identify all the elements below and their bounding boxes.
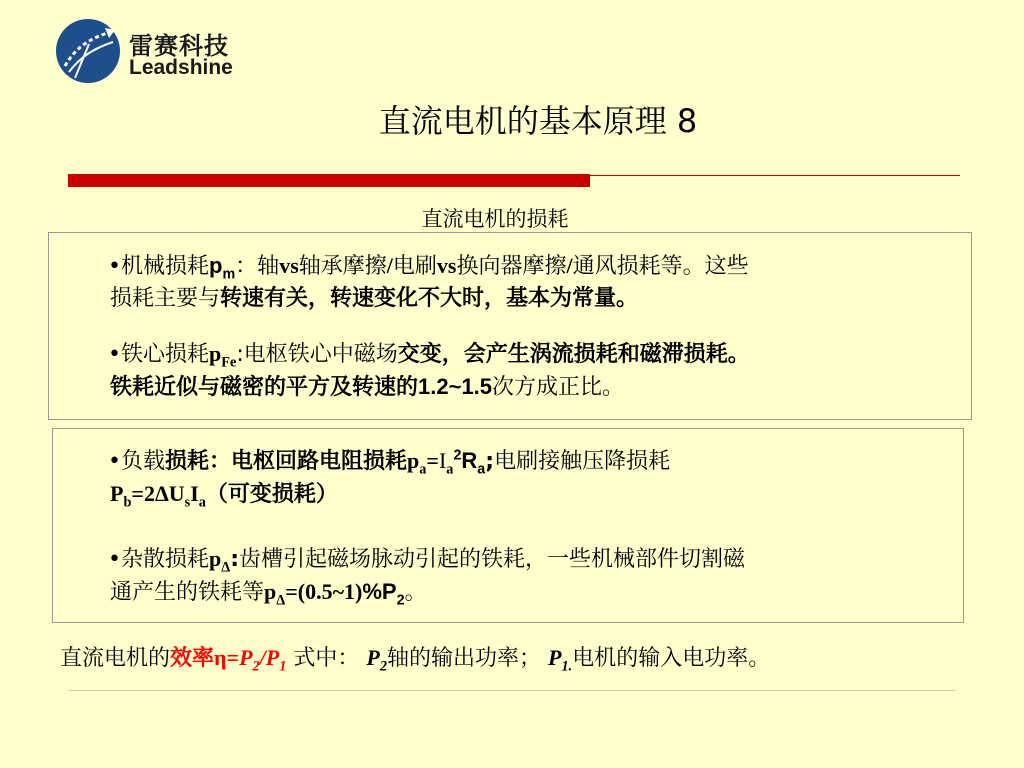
slide-title: 直流电机的基本原理 8 [378,102,698,140]
title-divider-bar [68,174,590,187]
iron-loss-paragraph: •铁心损耗$p_{Fe}$:电枢铁心中磁场交变，会产生涡流损耗和磁滞损耗。 铁耗近似与磁密的平方及转速的1.2~1.5次方成正比。 [108,341,750,400]
load-loss-paragraph: •负载损耗：电枢回路电阻损耗$p_a=I_a^2R_a$;电刷接触压降损耗 $P_b=2\Delta U_sI_a$（可变损耗） [108,447,671,511]
footer-divider-line [68,690,956,691]
efficiency-formula-line: 直流电机的效率$\eta=P_2/P_1$ 式中： $P_2$轴的输出功率； $P_{1.}$电机的输入电功率。 [60,645,771,675]
company-logo [55,18,235,84]
logo-globe-icon [55,18,121,84]
title-divider-line [590,175,960,176]
section-subtitle: 直流电机的损耗 [421,207,569,231]
logo-english-name: Leadshine [129,56,233,79]
mechanical-loss-paragraph: •机械损耗$p_m$：轴vs轴承摩擦/电刷vs换向器摩擦/通风损耗等。这些 损耗主要与转速有关，转速变化不大时，基本为常量。 [108,253,749,311]
logo-chinese-name: 雷赛科技 [129,32,229,60]
stray-loss-paragraph: •杂散损耗$p_\Delta$:齿槽引起磁场脉动引起的铁耗，一些机械部件切割磁 通产生的铁耗等$p_\Delta=(0.5\sim 1)\%P_2$。 [108,546,746,609]
